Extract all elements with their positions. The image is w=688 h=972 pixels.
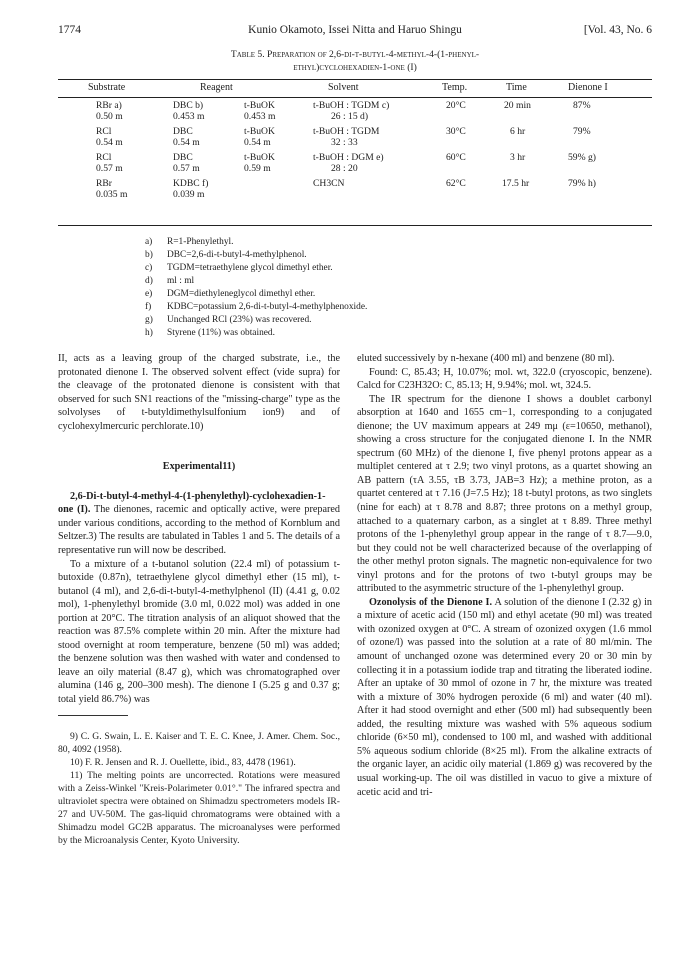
reagent-base-conc: 0.453 m <box>244 111 276 122</box>
substrate: RBr <box>96 178 112 189</box>
reagent-base-conc: 0.59 m <box>244 163 271 174</box>
header-dienone: Dienone I <box>568 82 608 93</box>
references <box>58 728 340 847</box>
paragraph-leaving-group: II, acts as a leaving group of the charged substrate, i.e., the protonated dienone I. The observed solvent effect (vide supra) for the cleavage of the protonated dienone is consistent with that observed for such SN1 reactions of the "missing-charge" type as the solvolyses of t-butyldimethylsulfonium ion9) and of cyclohexylmercuric perchlorate.10) <box>58 353 340 432</box>
reagent-base-conc: 0.54 m <box>244 137 271 148</box>
header-solvent: Solvent <box>328 82 359 93</box>
table-row <box>58 100 652 122</box>
solvent: t-BuOH : TGDM <box>313 126 380 137</box>
table-caption-line-1: Table 5. Preparation of 2,6-di-t-butyl-4-methyl-4-(1-phenyl- <box>230 49 480 60</box>
reagent-phenol: KDBC f) <box>173 178 209 189</box>
table-footnote: b) DBC=2,6-di-t-butyl-4-methylphenol. <box>145 250 307 260</box>
substrate: RCl <box>96 152 112 163</box>
yield: 79% h) <box>568 178 596 189</box>
paragraph-spectra: The IR spectrum for the dienone I shows a doublet carbonyl absorption at 1640 and 1655 cm−1, corresponding to a conjugated dienone; the UV maximum appears at 249 mμ (ε=10650, methanol), showing a cross structure for the conjugated dienone I. In the NMR spectrum (60 MHz) of the dienone I, five phenyl protons appear as a multiplet centered at τ 2.9; two vinyl protons, as a quartet showing an AB pattern (τA 3.55, τB 3.73, JAB=3 Hz); a methine proton, as a quartet centered at τ 7.16 (J=7.5 Hz); 18 t-butyl protons, as two singlets (nine for each) at τ 8.78 and 8.87; three protons on a methyl group, attached to a quaternary carbon, as a singlet at τ 8.89. Three methyl protons of the 1-phenylethyl group appear in the range of τ 8.7—9.0, but they could not be well characterized because of the overlapping of the other methyl proton signals. The magnetic non-equivalence for two vinyl protons and for the protons of two t-butyl groups may be attributed to the asymmetric structure of the 1-phenylethyl group. <box>357 393 652 595</box>
temperature: 62°C <box>446 178 466 189</box>
substrate-conc: 0.57 m <box>96 163 123 174</box>
running-authors: Kunio Okamoto, Issei Nitta and Haruo Shingu <box>248 24 462 36</box>
solvent-ratio: 26 : 15 d) <box>331 111 369 122</box>
paragraph-dienone-prep: 2,6-Di-t-butyl-4-methyl-4-(1-phenylethyl)-cyclohexadien-1-one (I). The dienones, racemic and optically active, were prepared under various conditions, according to the method of Kornblum and Seltzer.3) The results are tabulated in Tables 1 and 5. The details of a representative run will now be described. <box>58 490 340 557</box>
table-footnote: h) Styrene (11%) was obtained. <box>145 328 275 338</box>
footnote-separator <box>58 715 128 716</box>
table-header <box>58 82 652 96</box>
reference-11: 11) The melting points are uncorrected. Rotations were measured with a Zeiss-Winkel "Kreis-Polarimeter 0.01°." The infrared spectra and ultraviolet spectra were obtained on Shimadzu spectrometers models IR-27 and UV-50M. The gas-liquid chromatograms were obtained with a Shimadzu model GC2B apparatus. The microanalyses were performed by the Microanalysis Center, Kyoto University. <box>58 769 340 846</box>
header-temp: Temp. <box>442 82 468 93</box>
page-header <box>58 24 652 40</box>
reagent-phenol: DBC <box>173 152 193 163</box>
reagent-phenol: DBC b) <box>173 100 204 111</box>
substrate: RCl <box>96 126 112 137</box>
reagent-base: t-BuOK <box>244 100 275 111</box>
substrate-conc: 0.035 m <box>96 189 128 200</box>
reagent-phenol-conc: 0.57 m <box>173 163 200 174</box>
paragraph-analysis: Found: C, 85.43; H, 10.07%; mol. wt, 322.0 (cryoscopic, benzene). Calcd for C23H32O: C, 85.13; H, 9.94%; mol. wt, 324.5. <box>357 366 652 392</box>
header-time: Time <box>506 82 527 93</box>
right-column <box>357 352 652 799</box>
paragraph-elution: eluted successively by n-hexane (400 ml) and benzene (80 ml). <box>357 353 615 364</box>
table-footnote: f) KDBC=potassium 2,6-di-t-butyl-4-methylphenoxide. <box>145 302 368 312</box>
time: 17.5 hr <box>502 178 530 189</box>
time: 6 hr <box>510 126 526 137</box>
reference-9: 9) C. G. Swain, L. E. Kaiser and T. E. C. Knee, J. Amer. Chem. Soc., 80, 4092 (1958). <box>58 730 340 755</box>
reagent-phenol-conc: 0.039 m <box>173 189 205 200</box>
time: 20 min <box>504 100 531 111</box>
section-heading-experimental: Experimental11) <box>162 461 236 473</box>
paragraph-title: Ozonolysis of the Dienone I. <box>369 596 493 608</box>
header-reagent: Reagent <box>200 82 233 93</box>
left-column <box>58 352 340 847</box>
reagent-base: t-BuOK <box>244 152 275 163</box>
substrate-conc: 0.54 m <box>96 137 123 148</box>
table-row <box>58 126 652 148</box>
reagent-base: t-BuOK <box>244 126 275 137</box>
paragraph-representative-run: To a mixture of a t-butanol solution (22.4 ml) of potassium t-butoxide (0.87n), tetraethylene glycol dimethyl ether (15 ml), t-butanol (4 ml), and 2,6-di-t-butyl-4-methylphenol (II) (4.41 g, 0.02 mol), 1-phenylethyl bromide (3.0 ml, 0.022 mol) was added in one portion at 20°C. The titration analysis of an aliquot showed that the reaction was 87.5% complete within 20 min. After the mixture had stood overnight at room temperature, benzene (50 ml) was added; the benzene solution was then washed with water and condensed to leave an oily material (8.47 g), which was chromatographed over alumina (146 g, 200–300 mesh). The dienone I (5.25 g and 0.37 g; total yield 86.7%) was <box>58 558 340 706</box>
solvent: CH3CN <box>313 178 345 189</box>
volume-info: [Vol. 43, No. 6 <box>583 24 652 36</box>
substrate-conc: 0.50 m <box>96 111 123 122</box>
table-footnote: g) Unchanged RCl (23%) was recovered. <box>145 315 312 325</box>
table-row <box>58 152 652 174</box>
table-footnote: a) R=1-Phenylethyl. <box>145 237 234 247</box>
reagent-phenol: DBC <box>173 126 193 137</box>
reagent-phenol-conc: 0.453 m <box>173 111 205 122</box>
paragraph-title: 2,6-Di-t-butyl-4-methyl-4-(1-phenylethyl)-cyclohexadien-1-one (I). <box>58 490 326 516</box>
solvent: t-BuOH : DGM e) <box>313 152 384 163</box>
yield: 59% g) <box>568 152 596 163</box>
table-footnotes <box>145 236 565 340</box>
table-footnote: d) ml : ml <box>145 276 195 286</box>
table-caption-line-2: ethyl)cyclohexadien-1-one (I) <box>293 62 417 73</box>
solvent: t-BuOH : TGDM c) <box>313 100 390 111</box>
table-row <box>58 178 652 200</box>
temperature: 20°C <box>446 100 466 111</box>
solvent-ratio: 32 : 33 <box>331 137 358 148</box>
solvent-ratio: 28 : 20 <box>331 163 358 174</box>
page-number: 1774 <box>58 24 81 36</box>
temperature: 30°C <box>446 126 466 137</box>
yield: 79% <box>573 126 591 137</box>
header-substrate: Substrate <box>88 82 126 93</box>
table-caption <box>58 48 652 74</box>
time: 3 hr <box>510 152 526 163</box>
temperature: 60°C <box>446 152 466 163</box>
reference-10: 10) F. R. Jensen and R. J. Ouellette, ibid., 83, 4478 (1961). <box>70 756 296 768</box>
substrate: RBr a) <box>96 100 122 111</box>
table-bottom-rule <box>58 225 652 226</box>
yield: 87% <box>573 100 591 111</box>
table-footnote: c) TGDM=tetraethylene glycol dimethyl ether. <box>145 263 333 273</box>
table-footnote: e) DGM=diethyleneglycol dimethyl ether. <box>145 289 316 299</box>
reagent-phenol-conc: 0.54 m <box>173 137 200 148</box>
table-header-rule <box>58 97 652 98</box>
table-top-rule <box>58 79 652 80</box>
paragraph-ozonolysis: Ozonolysis of the Dienone I. A solution of the dienone I (2.32 g) in a mixture of acetic acid (150 ml) and ethyl acetate (90 ml) was treated with ozonized oxygen at 0°C. A stream of ozonized oxygen (1.6 mmol of ozone/l) was passed into the solution at a rate of 80 ml/min. The amount of unchanged ozone was determined every 20 or 30 min by collecting it in a potassium iodide trap and titrating the liberated iodine. After an uptake of 30 mmol of ozone in 7 hr, the mixture was treated with a mixture of 30% hydrogen peroxide (6 ml) and water (40 ml). After it had stood overnight and ether (500 ml) had subsequently been added, the resulting mixture was washed with 5% aqueous sodium chloride (6×50 ml), condensed to 100 ml, and washed with additional 5% aqueous sodium chloride (8×25 ml). From the alkaline extracts of the organic layer, an acidic oily material (1.869 g) was recovered by the usual working-up. The oil was distilled in vacuo to give a mixture of acetic acid and tri- <box>357 596 653 798</box>
